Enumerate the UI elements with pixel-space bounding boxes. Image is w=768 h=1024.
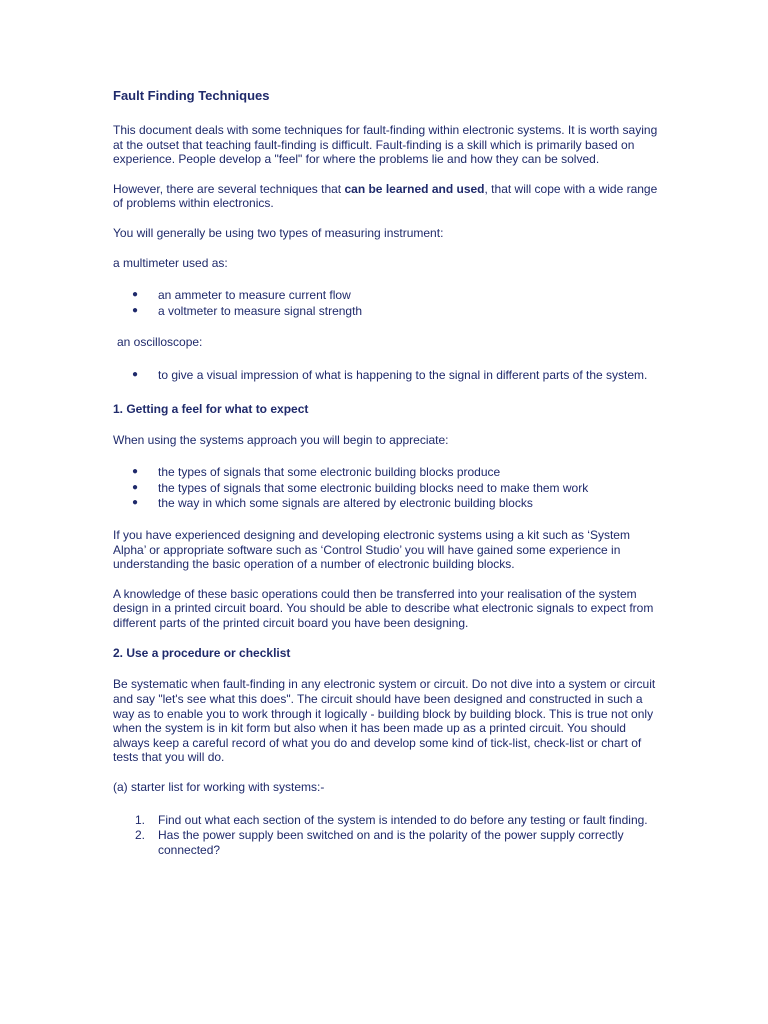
however-text-after: , that will cope with a wide range of problems within electronics. xyxy=(113,181,658,211)
list-item-text: Find out what each section of the system is intended to do before any testing or fault finding. xyxy=(158,812,648,827)
list-item-text: the way in which some signals are altered by electronic building blocks xyxy=(158,496,533,511)
section1-list xyxy=(113,465,661,511)
list-item-number: 1. xyxy=(135,812,146,827)
bullet-icon: ● xyxy=(132,497,139,509)
bullet-icon: ● xyxy=(132,289,139,301)
bullet-icon: ● xyxy=(132,368,139,380)
bullet-icon: ● xyxy=(132,481,139,493)
however-bold-text: can be learned and used xyxy=(344,181,485,196)
however-paragraph xyxy=(113,182,661,211)
multimeter-list xyxy=(113,288,661,318)
section1-paragraph-2: A knowledge of these basic operations could then be transferred into your realisation of the system design in a printed circuit board. You should be able to describe what electronic signals to expect from different parts of the printed circuit board you have been designing. xyxy=(113,586,654,630)
section2-paragraph-1: Be systematic when fault-finding in any electronic system or circuit. Do not dive into a system or circuit and say "let's see what this does". The circuit should have been designed and constructed in such a way as to enable you to work through it logically - building block by building block. This is true not only when the system is in kit form but also when it has been made up as a printed circuit. You should always keep a careful record of what you do and develop some kind of tick-list, check-list or chart of tests that you will do. xyxy=(113,677,656,765)
list-item-text: the types of signals that some electronic building blocks need to make them work xyxy=(158,480,589,495)
list-item-text: Has the power supply been switched on and is the polarity of the power supply correctly connected? xyxy=(158,828,624,857)
document-page xyxy=(113,88,661,873)
list-item-number: 2. xyxy=(135,828,146,843)
list-item xyxy=(113,288,661,303)
list-item xyxy=(113,813,661,828)
section1-intro: When using the systems approach you will begin to appreciate: xyxy=(113,432,449,447)
multimeter-label: a multimeter used as: xyxy=(113,255,228,270)
list-item-text: a voltmeter to measure signal strength xyxy=(158,303,363,318)
list-item xyxy=(113,465,661,480)
oscilloscope-label: an oscilloscope: xyxy=(117,335,203,350)
bullet-icon: ● xyxy=(132,466,139,478)
list-item xyxy=(113,481,661,496)
list-item xyxy=(113,304,661,319)
section2-heading: 2. Use a procedure or checklist xyxy=(113,646,291,661)
list-item-text: the types of signals that some electronic building blocks produce xyxy=(158,465,501,480)
list-item xyxy=(113,368,661,383)
list-item-text: to give a visual impression of what is happening to the signal in different parts of the system. xyxy=(158,367,648,382)
intro-paragraph: This document deals with some techniques for fault-finding within electronic systems. It is worth saying at the outset that teaching fault-finding is difficult. Fault-finding is a skill which is primarily based on experience. People develop a "feel" for where the problems lie and how they can be solved. xyxy=(113,123,658,167)
starter-list-label: (a) starter list for working with systems:- xyxy=(113,780,325,795)
list-item-text: an ammeter to measure current flow xyxy=(158,288,351,303)
oscilloscope-list xyxy=(113,368,661,383)
bullet-icon: ● xyxy=(132,304,139,316)
section1-paragraph-1: If you have experienced designing and developing electronic systems using a kit such as ‘System Alpha’ or appropriate software such as ‘Control Studio’ you will have gained some experience in understanding the basic operation of a number of electronic building blocks. xyxy=(113,527,630,572)
document-title: Fault Finding Techniques xyxy=(113,88,270,103)
list-item xyxy=(113,828,661,857)
however-text-before: However, there are several techniques that xyxy=(113,181,345,196)
list-item xyxy=(113,496,661,511)
starter-list xyxy=(113,813,661,858)
instruments-intro: You will generally be using two types of measuring instrument: xyxy=(113,225,444,240)
section1-heading: 1. Getting a feel for what to expect xyxy=(113,401,309,416)
